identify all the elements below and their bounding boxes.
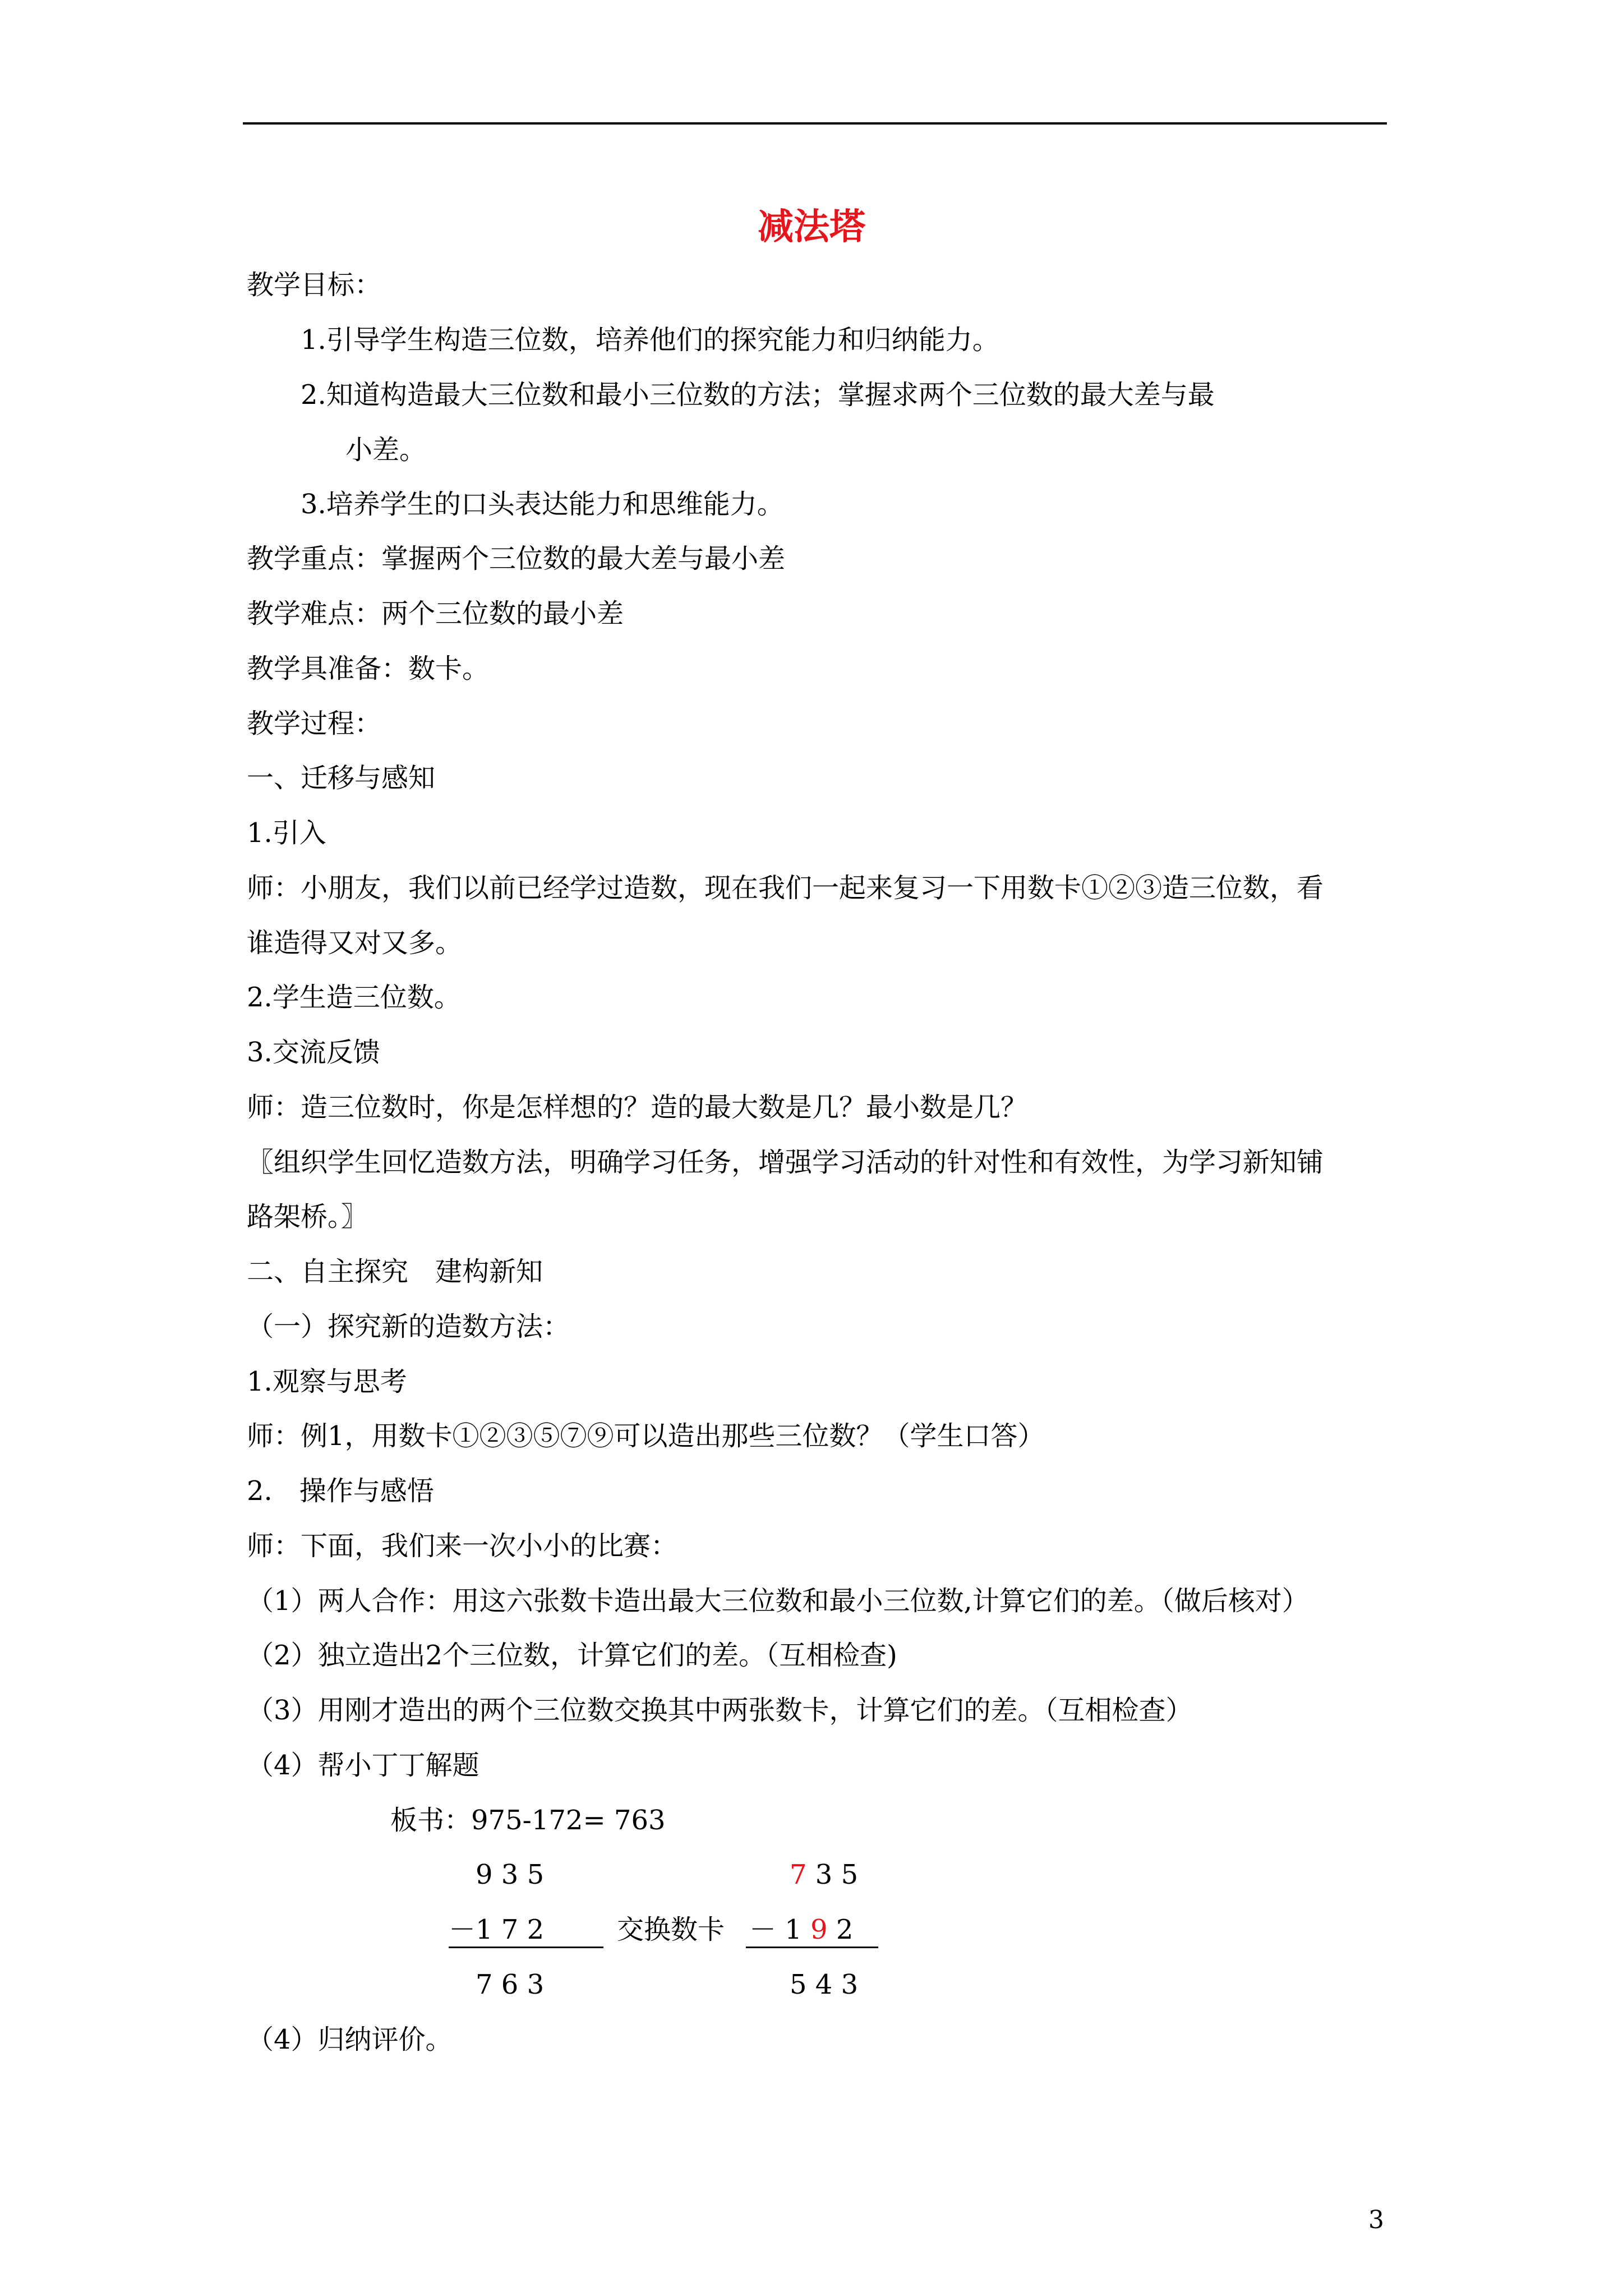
text-line: 〖组织学生回忆造数方法，明确学习任务，增强学习活动的针对性和有效性，为学习新知铺 xyxy=(247,1147,1324,1178)
right-minuend xyxy=(790,1857,858,1893)
text-line: 1.观察与思考 xyxy=(247,1366,407,1397)
text-line: （1）两人合作：用这六张数卡造出最大三位数和最小三位数,计算它们的差。（做后核对） xyxy=(247,1585,1309,1617)
text-line: 1.引入 xyxy=(247,817,326,849)
right-difference: 5 4 3 xyxy=(790,1969,859,2000)
text-line: 谁造得又对又多。 xyxy=(247,927,463,959)
text-line: 一、迁移与感知 xyxy=(247,762,436,794)
left-subtrahend: －1 7 2 xyxy=(449,1914,545,1945)
left-underline xyxy=(449,1947,603,1948)
text-line: （一）探究新的造数方法： xyxy=(247,1311,570,1342)
text-line: 路架桥。〗 xyxy=(247,1201,368,1232)
text-line: 小差。 xyxy=(345,434,427,466)
right-underline xyxy=(746,1947,878,1948)
text-line: 1.引导学生构造三位数，培养他们的探究能力和归纳能力。 xyxy=(301,324,999,356)
left-minuend: 9 3 5 xyxy=(476,1859,545,1890)
text-line: 教学过程： xyxy=(247,708,382,739)
text-line: 教学目标： xyxy=(247,269,382,301)
text-line: 2.知道构造最大三位数和最小三位数的方法；掌握求两个三位数的最大差与最 xyxy=(301,379,1215,411)
board-writing: 板书：975-172= 763 xyxy=(390,1805,666,1836)
text-line: 3.交流反馈 xyxy=(247,1037,380,1068)
text-line: 2. 操作与感悟 xyxy=(247,1475,434,1507)
page-number: 3 xyxy=(1368,2206,1384,2234)
right-subtrahend-prefix: － 1 xyxy=(749,1914,802,1945)
changed-digit: 9 xyxy=(810,1914,828,1945)
swap-cards-label: 交换数卡 xyxy=(617,1914,725,1945)
text-line: 师：例1，用数卡①②③⑤⑦⑨可以造出那些三位数？（学生口答） xyxy=(247,1420,1045,1452)
text-line: （3）用刚才造出的两个三位数交换其中两张数卡，计算它们的差。（互相检查） xyxy=(247,1695,1193,1726)
text-line: （2）独立造出2个三位数，计算它们的差。（互相检查) xyxy=(247,1640,897,1671)
document-title: 减法塔 xyxy=(758,206,865,248)
text-line: 教学难点：两个三位数的最小差 xyxy=(247,598,624,629)
text-line: 师：小朋友，我们以前已经学过造数，现在我们一起来复习一下用数卡①②③造三位数，看 xyxy=(247,872,1324,904)
text-line: （4）帮小丁丁解题 xyxy=(247,1750,479,1781)
text-line: 师：下面，我们来一次小小的比赛： xyxy=(247,1530,678,1562)
text-line: 师：造三位数时，你是怎样想的？造的最大数是几？最小数是几？ xyxy=(247,1092,1028,1123)
right-subtrahend xyxy=(749,1912,853,1948)
right-subtrahend-suffix: 2 xyxy=(836,1914,854,1945)
right-minuend-rest: 3 5 xyxy=(806,1859,859,1890)
text-line: （4）归纳评价。 xyxy=(247,2024,453,2055)
text-line: 二、自主探究 建构新知 xyxy=(247,1256,543,1287)
text-line: 3.培养学生的口头表达能力和思维能力。 xyxy=(301,489,784,520)
text-line: 教学具准备：数卡。 xyxy=(247,653,490,684)
text-line: 2.学生造三位数。 xyxy=(247,982,461,1013)
changed-digit: 7 xyxy=(790,1859,807,1890)
text-line: 教学重点：掌握两个三位数的最大差与最小差 xyxy=(247,543,786,574)
left-difference: 7 6 3 xyxy=(476,1969,545,2000)
header-rule xyxy=(243,122,1387,125)
